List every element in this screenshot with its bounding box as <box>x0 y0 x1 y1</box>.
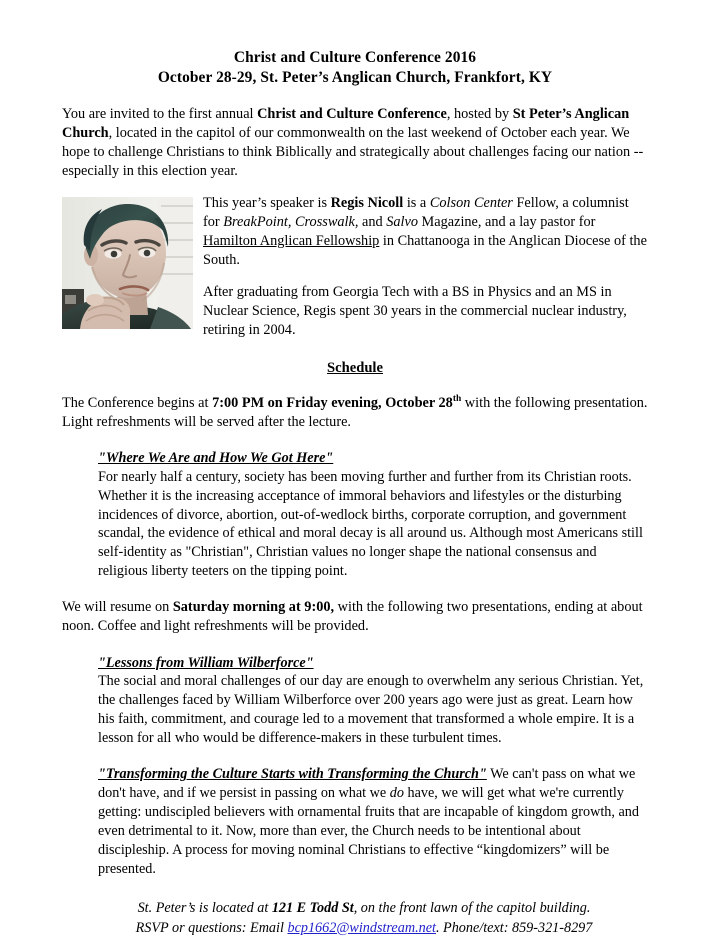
speaker-portrait-image <box>62 197 193 329</box>
session-3-body-text-2: have, we will get what we're currently getting: undiscipled believers with ornamental fruits that are incapable of kingdom growth, and even detrimental to it. Now, more than ever, the Church needs to be intentional about discipleship. A process for moving nominal Christians to effective “kingdomizers” will be presented. <box>98 785 639 878</box>
intro-text-3: , located in the capitol of our commonwealth on the last weekend of October each year. We hope to challenge Christians to think Biblically and strategically about challenges facing our nation -- especially in this election year. <box>62 124 644 179</box>
schedule-heading: Schedule <box>327 359 383 376</box>
bio-text-6: in Chattanooga in the Anglican Diocese of the South. <box>203 233 647 269</box>
session-block-1 <box>98 449 648 582</box>
session-block-3 <box>98 765 648 879</box>
session-1-body: For nearly half a century, society has been moving further and further from its Christian roots. Whether it is the increasing acceptance of immoral behaviors and lifestyles or the disturbing incidences of divorce, abortion, out-of-wedlock births, corporate corruption, and government scandal, the evidence of ethical and moral decay is all around us. Although most Americans still self-identity as "Christian", Christian values no longer shape the national consensus and religious liberty teeters on the tipping point. <box>98 468 643 580</box>
bio-speaker-name: Regis Nicoll <box>330 194 404 211</box>
intro-bold-conference: Christ and Culture Conference <box>257 105 447 122</box>
resume-paragraph <box>62 598 648 636</box>
bio-link-hamilton-anglican-fellowship[interactable]: Hamilton Anglican Fellowship <box>203 233 380 250</box>
speaker-block <box>62 181 648 341</box>
session-3-paragraph <box>98 765 648 879</box>
bio-text-2: is a <box>403 194 430 211</box>
resume-text-2: with the following two presentations, ending at about noon. Coffee and light refreshments will be provided. <box>62 599 643 635</box>
page-title <box>62 0 648 89</box>
ordinal-suffix: th <box>452 393 462 404</box>
schedule-intro-text-1: The Conference begins at <box>62 394 213 411</box>
session-2-title: "Lessons from William Wilberforce" <box>98 654 314 671</box>
footer-bold-address: 121 E Todd St <box>271 899 354 916</box>
footer-text-4: . Phone/text: 859-321-8297 <box>435 919 593 936</box>
footer-text-3: RSVP or questions: Email <box>135 919 288 936</box>
footer-line-1 <box>80 899 648 919</box>
session-3-body-text-1: We can't pass on what we don't have, and if we persist in passing on what we <box>98 766 636 802</box>
bio-text-3: Fellow, a columnist for <box>203 194 629 231</box>
speaker-bio-paragraph-2: After graduating from Georgia Tech with a BS in Physics and an MS in Nuclear Science, Regis spent 30 years in the commercial nuclear industry, retiring in 2004. <box>203 284 627 339</box>
schedule-intro-paragraph <box>62 377 648 432</box>
footer-line-2 <box>80 919 648 939</box>
intro-text-2: , hosted by <box>446 105 513 122</box>
resume-text-1: We will resume on <box>62 599 173 616</box>
bio-italic-publications: BreakPoint, Crosswalk, <box>223 214 359 231</box>
bio-text-5: Magazine, and a lay pastor for <box>417 214 596 231</box>
footer-contact-info <box>62 899 648 939</box>
bio-italic-salvo: Salvo <box>386 214 418 231</box>
bio-text-4: and <box>358 214 387 231</box>
session-3-italic-do: do <box>389 785 404 802</box>
intro-paragraph <box>62 89 648 181</box>
session-1-paragraph <box>98 449 648 582</box>
schedule-intro-text-2: with the following presentation. Light refreshments will be served after the lecture. <box>62 394 648 430</box>
title-line-1: Christ and Culture Conference 2016 <box>233 49 477 66</box>
footer-text-1: St. Peter’s is located at <box>137 899 272 916</box>
speaker-photo <box>62 197 193 329</box>
speaker-bio <box>203 194 648 341</box>
intro-text-1: You are invited to the first annual <box>62 105 258 122</box>
title-line-2: October 28-29, St. Peter’s Anglican Church, Frankfort, KY <box>157 69 553 87</box>
bio-text-1: This year’s speaker is <box>203 194 331 211</box>
session-block-2 <box>98 654 648 749</box>
schedule-intro-bold-time <box>212 395 461 411</box>
session-3-title: "Transforming the Culture Starts with Transforming the Church" <box>98 766 487 783</box>
session-2-paragraph <box>98 654 648 749</box>
intro-bold-church: St Peter’s Anglican Church <box>62 105 630 141</box>
footer-text-2: , on the front lawn of the capitol building. <box>353 899 591 916</box>
session-2-body: The social and moral challenges of our day are enough to overwhelm any serious Christian. Yet, the challenges faced by William Wilberforce over 200 years ago were just as great. Learn how his faith, commitment, and courage led to a movement that transformed a whole empire. It is a lesson for all who would be difference-makers in these turbulent times. <box>98 673 644 747</box>
resume-bold-time: Saturday morning at 9:00, <box>172 599 335 616</box>
email-link[interactable]: bcp1662@windstream.net <box>287 919 436 936</box>
speaker-bio-paragraph-1 <box>203 194 648 270</box>
bio-italic-colson-center: Colson Center <box>429 194 513 211</box>
session-1-title: "Where We Are and How We Got Here" <box>98 449 334 466</box>
schedule-intro-bold-text: 7:00 PM on Friday evening, October 28 <box>212 394 453 411</box>
